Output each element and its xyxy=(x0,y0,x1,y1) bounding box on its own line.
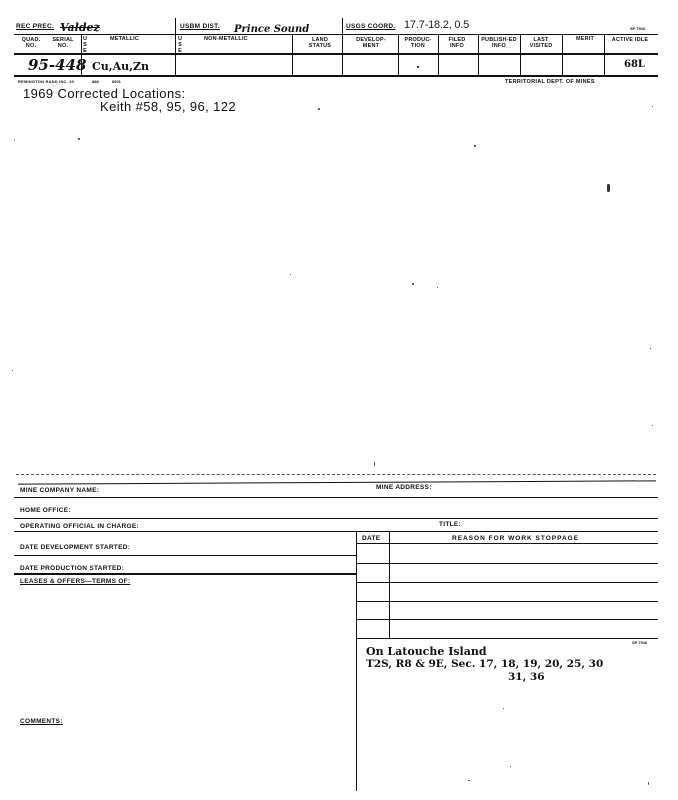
quad-no-label: QUAD. NO. xyxy=(21,37,41,49)
speck xyxy=(12,370,13,371)
divider-prod xyxy=(398,34,399,75)
leases-offers-label: LEASES & OFFERS—TERMS OF: xyxy=(20,578,131,585)
ws-row-rule-6 xyxy=(356,638,658,639)
active-idle-label: ACTIVE IDLE xyxy=(611,37,649,43)
ws-row-rule-5 xyxy=(356,619,658,620)
reason-col-header: REASON FOR WORK STOPPAGE xyxy=(452,535,580,542)
date-development-label: DATE DEVELOPMENT STARTED: xyxy=(20,544,131,551)
date-production-label: DATE PRODUCTION STARTED: xyxy=(20,565,125,572)
lower-card-edge xyxy=(16,474,656,475)
speck xyxy=(607,184,610,192)
divider-left-right xyxy=(356,531,357,791)
divider-last xyxy=(520,34,521,75)
imprint-code-2: 8901 xyxy=(112,79,121,84)
speck xyxy=(652,106,653,107)
published-info-label: PUBLISH-ED INFO xyxy=(481,37,517,49)
rule-home-office xyxy=(14,497,658,498)
rule-dev xyxy=(14,555,356,556)
development-label: DEVELOP-MENT xyxy=(356,37,386,49)
speck xyxy=(503,708,504,709)
speck xyxy=(468,780,470,781)
speck xyxy=(374,462,375,466)
usgs-coord-value: 17.7-18.2, 0.5 xyxy=(404,19,470,31)
divider-land xyxy=(292,34,293,75)
speck xyxy=(412,283,414,285)
divider-usbm xyxy=(175,18,176,75)
speck xyxy=(474,145,476,147)
speck xyxy=(14,140,15,141)
filed-info-label: FILED INFO xyxy=(448,37,466,49)
location-line-3: 31, 36 xyxy=(508,671,545,683)
rec-prec-label: REC PREC. xyxy=(16,23,55,30)
divider-active xyxy=(604,34,605,75)
rec-prec-value: Valdez xyxy=(60,21,100,34)
rule-work-stoppage-top xyxy=(14,531,658,532)
speck xyxy=(78,138,80,140)
home-office-label: HOME OFFICE: xyxy=(20,507,71,514)
merit-label: MERIT xyxy=(575,36,595,42)
usbm-dist-label: USBM DIST. xyxy=(180,23,220,30)
header-rule-3 xyxy=(14,75,658,77)
mine-address-label: MINE ADDRESS: xyxy=(376,484,432,491)
use-label-metallic: USE xyxy=(83,36,88,54)
notes-line-1: 1969 Corrected Locations: xyxy=(23,86,186,101)
speck xyxy=(290,274,291,275)
speck xyxy=(652,425,653,426)
speck xyxy=(318,108,320,110)
speck xyxy=(437,287,438,288)
form-number-top: SP 7916 xyxy=(630,26,646,31)
production-mark xyxy=(417,66,419,68)
mine-company-name-label: MINE COMPANY NAME: xyxy=(20,487,100,494)
date-col-header: DATE xyxy=(362,535,381,542)
ws-row-rule-4 xyxy=(356,601,658,602)
divider-usgs xyxy=(342,18,343,75)
divider-filed xyxy=(438,34,439,75)
land-status-label: LAND STATUS xyxy=(308,37,332,49)
imprint-code-1: 888 xyxy=(92,79,99,84)
operating-official-label: OPERATING OFFICIAL IN CHARGE: xyxy=(20,523,139,530)
last-visited-label: LAST VISITED xyxy=(529,37,553,49)
metallic-label: METALLIC xyxy=(110,36,139,42)
production-label: PRODUC-TION xyxy=(404,37,432,49)
usgs-coord-label: USGS COORD. xyxy=(346,23,396,30)
agency-imprint: TERRITORIAL DEPT. OF MINES xyxy=(505,79,595,85)
speck xyxy=(648,782,649,785)
ws-row-rule-2 xyxy=(356,563,658,564)
ws-row-rule-3 xyxy=(356,582,658,583)
serial-no-label: SERIAL NO. xyxy=(52,37,74,49)
usbm-dist-value: Prince Sound xyxy=(234,24,310,35)
comments-label: COMMENTS: xyxy=(20,718,63,725)
speck xyxy=(510,766,511,767)
title-label: TITLE: xyxy=(439,521,462,528)
divider-publ xyxy=(478,34,479,75)
metallic-value: Cu,Au,Zn xyxy=(92,60,149,73)
printer-imprint: REMINGTON RAND INC. 20 xyxy=(18,79,75,84)
use-label-nonmetallic: USE xyxy=(178,36,183,54)
form-number-bottom: SP 7916 xyxy=(632,640,648,645)
location-line-1: On Latouche Island xyxy=(366,645,487,658)
quad-serial-value: 95-448 xyxy=(28,56,87,74)
active-idle-value: 68L xyxy=(624,59,645,70)
location-line-2: T2S, R8 & 9E, Sec. 17, 18, 19, 20, 25, 30 xyxy=(366,658,604,670)
speck xyxy=(650,348,651,349)
rule-operating xyxy=(14,518,658,519)
divider-date-reason xyxy=(389,531,390,638)
rule-prod xyxy=(14,573,356,575)
mine-company-rule-top xyxy=(18,480,656,484)
notes-line-2: Keith #58, 95, 96, 122 xyxy=(100,99,237,114)
divider-merit xyxy=(562,34,563,75)
ws-row-rule-1 xyxy=(356,543,658,544)
non-metallic-label: NON-METALLIC xyxy=(204,36,248,42)
